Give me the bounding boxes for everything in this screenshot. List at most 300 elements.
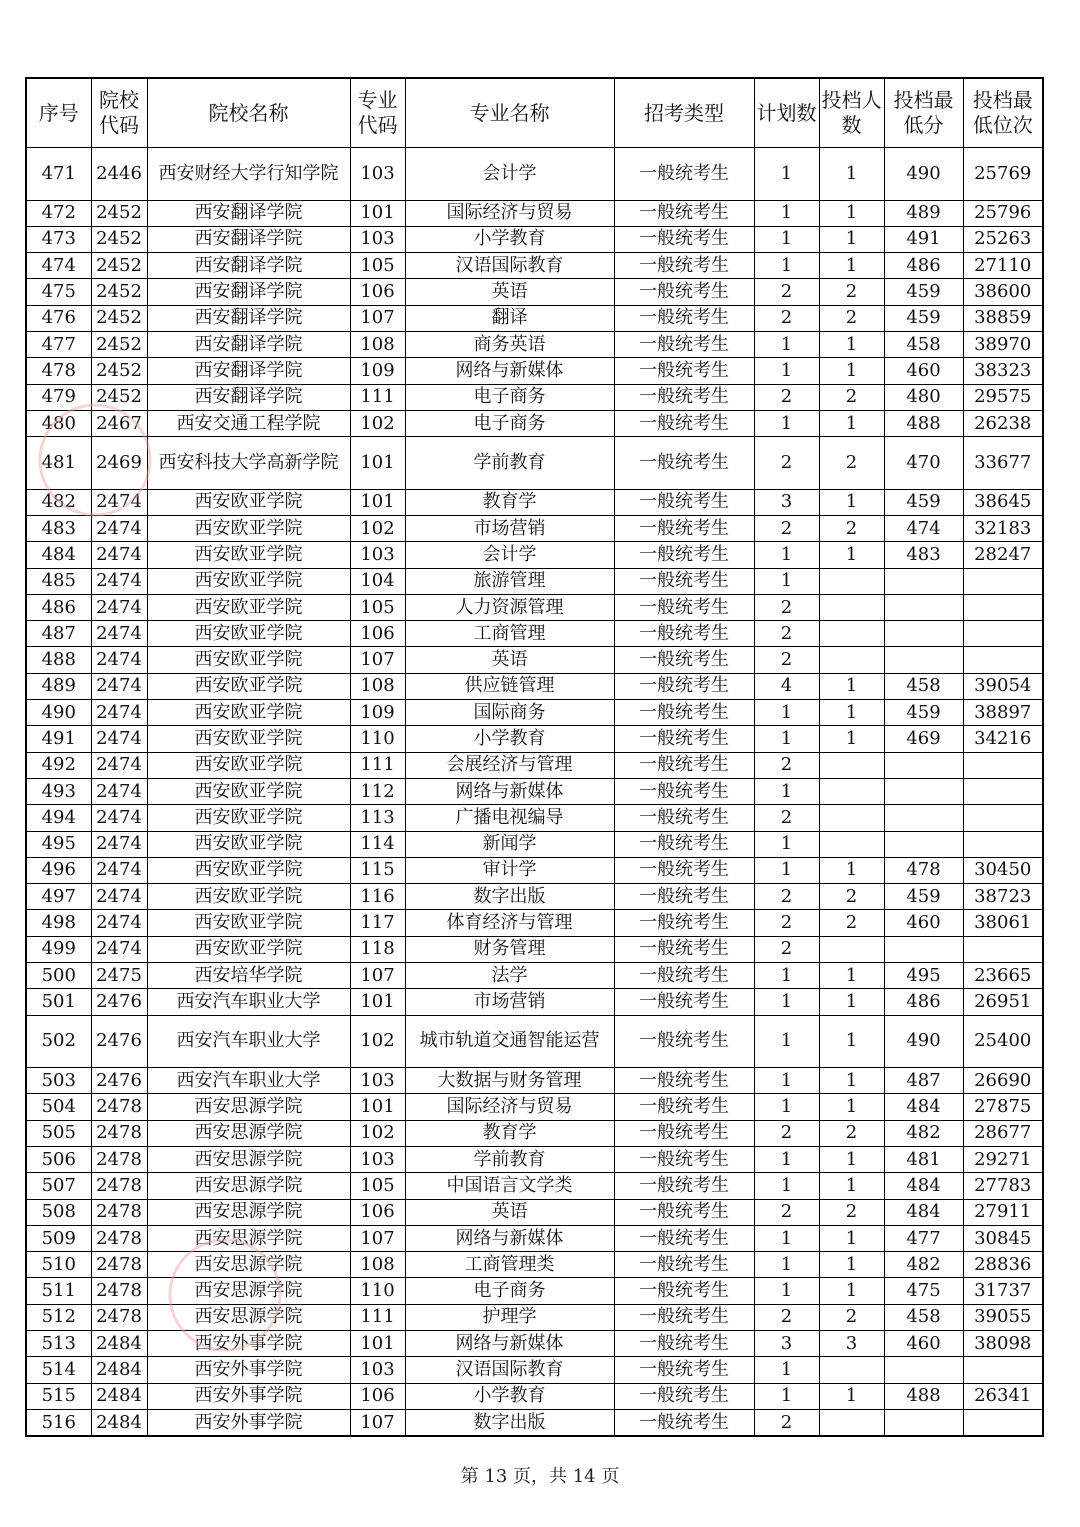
table-row: [26, 305, 1043, 331]
cell-filed-count: 1: [819, 200, 884, 226]
col-header-major-code: 专业代码: [350, 78, 405, 148]
cell-min-score: 470: [884, 437, 963, 490]
cell-major-code: 107: [350, 1409, 405, 1436]
cell-school-code: 2452: [91, 200, 147, 226]
cell-school-name: 西安财经大学行知学院: [147, 148, 350, 201]
table-row: [26, 437, 1043, 490]
cell-admission-type: 一般统考生: [614, 305, 754, 331]
cell-min-rank: 27110: [963, 253, 1043, 279]
cell-plan-count: 2: [754, 279, 819, 305]
table-row: [26, 542, 1043, 568]
cell-min-score: [884, 1409, 963, 1436]
cell-major-name: 城市轨道交通智能运营: [405, 1015, 614, 1068]
cell-school-code: 2478: [91, 1304, 147, 1330]
header-row: [26, 78, 1043, 148]
cell-admission-type: 一般统考生: [614, 1147, 754, 1173]
cell-filed-count: 1: [819, 1068, 884, 1094]
cell-plan-count: 1: [754, 1383, 819, 1409]
cell-admission-type: 一般统考生: [614, 621, 754, 647]
cell-school-name: 西安欧亚学院: [147, 778, 350, 804]
cell-school-name: 西安欧亚学院: [147, 542, 350, 568]
cell-row-index: 492: [26, 752, 91, 778]
cell-major-name: 汉语国际教育: [405, 253, 614, 279]
cell-major-code: 109: [350, 700, 405, 726]
cell-row-index: 515: [26, 1383, 91, 1409]
cell-school-name: 西安翻译学院: [147, 358, 350, 384]
cell-min-rank: 28836: [963, 1252, 1043, 1278]
cell-filed-count: 1: [819, 1015, 884, 1068]
cell-school-name: 西安欧亚学院: [147, 594, 350, 620]
page-footer: 第 13 页，共 14 页: [460, 1466, 620, 1487]
cell-min-score: 486: [884, 989, 963, 1015]
cell-major-code: 105: [350, 594, 405, 620]
cell-min-score: 459: [884, 279, 963, 305]
cell-plan-count: 1: [754, 700, 819, 726]
cell-min-score: 482: [884, 1252, 963, 1278]
cell-major-name: 数字出版: [405, 1409, 614, 1436]
cell-plan-count: 1: [754, 200, 819, 226]
cell-school-code: 2474: [91, 910, 147, 936]
cell-major-name: 小学教育: [405, 726, 614, 752]
cell-school-code: 2474: [91, 594, 147, 620]
cell-major-name: 法学: [405, 963, 614, 989]
cell-plan-count: 1: [754, 358, 819, 384]
cell-row-index: 507: [26, 1173, 91, 1199]
cell-school-code: 2474: [91, 568, 147, 594]
table-row: [26, 1068, 1043, 1094]
cell-school-name: 西安思源学院: [147, 1173, 350, 1199]
cell-major-code: 106: [350, 1199, 405, 1225]
table-row: [26, 568, 1043, 594]
cell-row-index: 476: [26, 305, 91, 331]
cell-major-name: 人力资源管理: [405, 594, 614, 620]
cell-row-index: 473: [26, 226, 91, 252]
cell-school-name: 西安外事学院: [147, 1331, 350, 1357]
cell-min-rank: [963, 594, 1043, 620]
cell-major-name: 工商管理: [405, 621, 614, 647]
cell-row-index: 501: [26, 989, 91, 1015]
cell-major-code: 108: [350, 1252, 405, 1278]
cell-min-score: [884, 1357, 963, 1383]
cell-filed-count: 1: [819, 253, 884, 279]
cell-major-name: 会计学: [405, 148, 614, 201]
cell-min-rank: 38859: [963, 305, 1043, 331]
table-row: [26, 726, 1043, 752]
cell-school-code: 2474: [91, 489, 147, 515]
cell-admission-type: 一般统考生: [614, 568, 754, 594]
cell-min-rank: 25769: [963, 148, 1043, 201]
cell-plan-count: 2: [754, 621, 819, 647]
table-row: [26, 1015, 1043, 1068]
cell-major-code: 102: [350, 1015, 405, 1068]
cell-plan-count: 1: [754, 1357, 819, 1383]
cell-school-name: 西安思源学院: [147, 1094, 350, 1120]
cell-major-code: 104: [350, 568, 405, 594]
cell-row-index: 512: [26, 1304, 91, 1330]
cell-filed-count: 1: [819, 1147, 884, 1173]
cell-school-code: 2478: [91, 1120, 147, 1146]
cell-min-score: 490: [884, 148, 963, 201]
cell-school-code: 2476: [91, 989, 147, 1015]
cell-plan-count: 1: [754, 1173, 819, 1199]
cell-school-name: 西安欧亚学院: [147, 752, 350, 778]
cell-admission-type: 一般统考生: [614, 1252, 754, 1278]
table-row: [26, 1252, 1043, 1278]
cell-min-rank: [963, 831, 1043, 857]
cell-school-name: 西安汽车职业大学: [147, 1015, 350, 1068]
cell-filed-count: 1: [819, 1173, 884, 1199]
cell-school-name: 西安思源学院: [147, 1147, 350, 1173]
cell-plan-count: 2: [754, 1409, 819, 1436]
cell-min-score: 459: [884, 884, 963, 910]
cell-row-index: 490: [26, 700, 91, 726]
cell-filed-count: 1: [819, 542, 884, 568]
cell-major-code: 116: [350, 884, 405, 910]
col-header-min-score: 投档最低分: [884, 78, 963, 148]
cell-major-code: 110: [350, 1278, 405, 1304]
cell-school-name: 西安欧亚学院: [147, 700, 350, 726]
cell-min-rank: 38970: [963, 331, 1043, 357]
cell-filed-count: 1: [819, 700, 884, 726]
cell-major-name: 电子商务: [405, 384, 614, 410]
cell-admission-type: 一般统考生: [614, 1409, 754, 1436]
cell-school-code: 2478: [91, 1252, 147, 1278]
cell-school-name: 西安思源学院: [147, 1199, 350, 1225]
cell-min-score: 484: [884, 1199, 963, 1225]
cell-school-code: 2474: [91, 831, 147, 857]
cell-row-index: 504: [26, 1094, 91, 1120]
cell-major-name: 商务英语: [405, 331, 614, 357]
cell-admission-type: 一般统考生: [614, 673, 754, 699]
cell-major-code: 118: [350, 936, 405, 962]
cell-filed-count: [819, 936, 884, 962]
cell-min-rank: [963, 752, 1043, 778]
cell-min-score: 478: [884, 857, 963, 883]
cell-school-code: 2476: [91, 1015, 147, 1068]
cell-row-index: 514: [26, 1357, 91, 1383]
table-row: [26, 1278, 1043, 1304]
cell-min-rank: [963, 647, 1043, 673]
cell-row-index: 505: [26, 1120, 91, 1146]
table-row: [26, 857, 1043, 883]
cell-filed-count: 1: [819, 331, 884, 357]
cell-filed-count: 2: [819, 1304, 884, 1330]
cell-min-score: 495: [884, 963, 963, 989]
cell-admission-type: 一般统考生: [614, 726, 754, 752]
cell-min-score: 459: [884, 700, 963, 726]
cell-min-rank: [963, 568, 1043, 594]
cell-major-name: 市场营销: [405, 989, 614, 1015]
cell-school-name: 西安欧亚学院: [147, 857, 350, 883]
cell-plan-count: 1: [754, 1068, 819, 1094]
cell-min-rank: 25796: [963, 200, 1043, 226]
cell-major-name: 英语: [405, 647, 614, 673]
cell-school-name: 西安翻译学院: [147, 253, 350, 279]
cell-plan-count: 1: [754, 331, 819, 357]
cell-row-index: 500: [26, 963, 91, 989]
cell-filed-count: [819, 621, 884, 647]
table-row: [26, 752, 1043, 778]
cell-admission-type: 一般统考生: [614, 437, 754, 490]
cell-admission-type: 一般统考生: [614, 1357, 754, 1383]
cell-min-rank: [963, 805, 1043, 831]
cell-major-code: 107: [350, 1225, 405, 1251]
cell-plan-count: 2: [754, 1199, 819, 1225]
cell-admission-type: 一般统考生: [614, 1331, 754, 1357]
cell-min-score: [884, 805, 963, 831]
cell-row-index: 477: [26, 331, 91, 357]
cell-row-index: 496: [26, 857, 91, 883]
cell-min-score: 489: [884, 200, 963, 226]
col-header-admission-type: 招考类型: [614, 78, 754, 148]
cell-plan-count: 1: [754, 253, 819, 279]
table-row: [26, 279, 1043, 305]
col-header-school-name: 院校名称: [147, 78, 350, 148]
table-row: [26, 515, 1043, 541]
table-row: [26, 621, 1043, 647]
cell-major-code: 107: [350, 963, 405, 989]
cell-min-score: [884, 752, 963, 778]
cell-school-code: 2478: [91, 1147, 147, 1173]
cell-plan-count: 2: [754, 910, 819, 936]
table-row: [26, 594, 1043, 620]
cell-min-rank: [963, 778, 1043, 804]
cell-row-index: 486: [26, 594, 91, 620]
cell-min-rank: 38645: [963, 489, 1043, 515]
cell-major-code: 111: [350, 1304, 405, 1330]
cell-plan-count: 1: [754, 148, 819, 201]
cell-min-score: 477: [884, 1225, 963, 1251]
cell-admission-type: 一般统考生: [614, 963, 754, 989]
cell-major-code: 102: [350, 515, 405, 541]
cell-min-score: 488: [884, 410, 963, 436]
cell-school-code: 2474: [91, 726, 147, 752]
table-row: [26, 1383, 1043, 1409]
cell-filed-count: 1: [819, 148, 884, 201]
cell-row-index: 516: [26, 1409, 91, 1436]
cell-admission-type: 一般统考生: [614, 358, 754, 384]
table-row: [26, 831, 1043, 857]
table-row: [26, 1120, 1043, 1146]
cell-min-score: 459: [884, 489, 963, 515]
cell-admission-type: 一般统考生: [614, 253, 754, 279]
cell-filed-count: [819, 1357, 884, 1383]
cell-major-code: 103: [350, 1357, 405, 1383]
cell-filed-count: 1: [819, 857, 884, 883]
cell-min-score: 480: [884, 384, 963, 410]
cell-major-name: 体育经济与管理: [405, 910, 614, 936]
cell-min-score: 481: [884, 1147, 963, 1173]
cell-school-name: 西安翻译学院: [147, 331, 350, 357]
cell-min-rank: 29271: [963, 1147, 1043, 1173]
cell-admission-type: 一般统考生: [614, 936, 754, 962]
cell-filed-count: 2: [819, 910, 884, 936]
cell-plan-count: 1: [754, 857, 819, 883]
cell-admission-type: 一般统考生: [614, 805, 754, 831]
cell-school-code: 2474: [91, 700, 147, 726]
cell-school-name: 西安欧亚学院: [147, 489, 350, 515]
cell-major-code: 114: [350, 831, 405, 857]
cell-major-code: 106: [350, 279, 405, 305]
cell-row-index: 485: [26, 568, 91, 594]
cell-school-name: 西安翻译学院: [147, 200, 350, 226]
cell-admission-type: 一般统考生: [614, 200, 754, 226]
cell-school-code: 2452: [91, 384, 147, 410]
cell-min-rank: 26951: [963, 989, 1043, 1015]
col-header-index: 序号: [26, 78, 91, 148]
table-row: [26, 778, 1043, 804]
table-row: [26, 1331, 1043, 1357]
cell-major-code: 102: [350, 1120, 405, 1146]
cell-row-index: 498: [26, 910, 91, 936]
cell-row-index: 475: [26, 279, 91, 305]
cell-filed-count: 2: [819, 437, 884, 490]
cell-min-rank: 38600: [963, 279, 1043, 305]
cell-min-rank: 38723: [963, 884, 1043, 910]
cell-school-name: 西安欧亚学院: [147, 831, 350, 857]
cell-major-name: 学前教育: [405, 437, 614, 490]
cell-plan-count: 1: [754, 1094, 819, 1120]
table-row: [26, 1225, 1043, 1251]
cell-admission-type: 一般统考生: [614, 647, 754, 673]
cell-admission-type: 一般统考生: [614, 279, 754, 305]
cell-school-name: 西安欧亚学院: [147, 726, 350, 752]
cell-school-name: 西安翻译学院: [147, 279, 350, 305]
cell-filed-count: 2: [819, 884, 884, 910]
cell-plan-count: 1: [754, 963, 819, 989]
cell-min-score: [884, 594, 963, 620]
cell-min-score: [884, 647, 963, 673]
cell-row-index: 506: [26, 1147, 91, 1173]
cell-major-name: 国际经济与贸易: [405, 200, 614, 226]
cell-min-rank: 39054: [963, 673, 1043, 699]
admission-table: [25, 77, 1044, 1437]
cell-min-score: 484: [884, 1173, 963, 1199]
cell-plan-count: 4: [754, 673, 819, 699]
cell-row-index: 471: [26, 148, 91, 201]
cell-admission-type: 一般统考生: [614, 1068, 754, 1094]
cell-major-name: 工商管理类: [405, 1252, 614, 1278]
cell-major-name: 新闻学: [405, 831, 614, 857]
cell-row-index: 480: [26, 410, 91, 436]
cell-major-code: 111: [350, 752, 405, 778]
cell-plan-count: 1: [754, 726, 819, 752]
cell-major-code: 101: [350, 437, 405, 490]
cell-major-code: 117: [350, 910, 405, 936]
cell-filed-count: [819, 594, 884, 620]
cell-min-rank: 27783: [963, 1173, 1043, 1199]
cell-school-name: 西安外事学院: [147, 1357, 350, 1383]
cell-filed-count: 1: [819, 1383, 884, 1409]
cell-school-code: 2446: [91, 148, 147, 201]
cell-row-index: 483: [26, 515, 91, 541]
cell-filed-count: 2: [819, 1120, 884, 1146]
cell-min-rank: 26238: [963, 410, 1043, 436]
cell-admission-type: 一般统考生: [614, 331, 754, 357]
cell-row-index: 508: [26, 1199, 91, 1225]
cell-min-rank: 28677: [963, 1120, 1043, 1146]
cell-school-code: 2478: [91, 1173, 147, 1199]
cell-major-code: 106: [350, 1383, 405, 1409]
cell-min-score: 486: [884, 253, 963, 279]
cell-min-score: 491: [884, 226, 963, 252]
cell-school-code: 2484: [91, 1331, 147, 1357]
cell-admission-type: 一般统考生: [614, 700, 754, 726]
cell-school-code: 2474: [91, 647, 147, 673]
cell-major-name: 汉语国际教育: [405, 1357, 614, 1383]
cell-admission-type: 一般统考生: [614, 1199, 754, 1225]
cell-filed-count: [819, 778, 884, 804]
cell-major-code: 103: [350, 1068, 405, 1094]
cell-major-name: 供应链管理: [405, 673, 614, 699]
cell-school-name: 西安思源学院: [147, 1252, 350, 1278]
cell-plan-count: 1: [754, 226, 819, 252]
cell-plan-count: 2: [754, 594, 819, 620]
cell-major-code: 103: [350, 1147, 405, 1173]
cell-min-score: 458: [884, 331, 963, 357]
cell-major-code: 102: [350, 410, 405, 436]
cell-admission-type: 一般统考生: [614, 1015, 754, 1068]
cell-major-code: 105: [350, 1173, 405, 1199]
cell-admission-type: 一般统考生: [614, 594, 754, 620]
cell-major-code: 107: [350, 305, 405, 331]
cell-filed-count: 2: [819, 279, 884, 305]
table-row: [26, 936, 1043, 962]
cell-school-name: 西安思源学院: [147, 1278, 350, 1304]
cell-school-name: 西安翻译学院: [147, 226, 350, 252]
cell-major-name: 市场营销: [405, 515, 614, 541]
cell-major-code: 103: [350, 226, 405, 252]
cell-major-name: 审计学: [405, 857, 614, 883]
cell-major-name: 小学教育: [405, 226, 614, 252]
cell-filed-count: 1: [819, 358, 884, 384]
cell-min-score: 482: [884, 1120, 963, 1146]
cell-admission-type: 一般统考生: [614, 831, 754, 857]
cell-plan-count: 3: [754, 489, 819, 515]
cell-row-index: 510: [26, 1252, 91, 1278]
cell-major-name: 广播电视编导: [405, 805, 614, 831]
cell-school-code: 2474: [91, 673, 147, 699]
cell-school-name: 西安欧亚学院: [147, 568, 350, 594]
cell-major-code: 105: [350, 253, 405, 279]
cell-min-score: 458: [884, 1304, 963, 1330]
cell-school-name: 西安欧亚学院: [147, 673, 350, 699]
cell-school-name: 西安欧亚学院: [147, 936, 350, 962]
cell-major-code: 108: [350, 673, 405, 699]
cell-row-index: 513: [26, 1331, 91, 1357]
cell-row-index: 491: [26, 726, 91, 752]
table-row: [26, 1304, 1043, 1330]
cell-major-code: 106: [350, 621, 405, 647]
cell-row-index: 497: [26, 884, 91, 910]
cell-plan-count: 2: [754, 437, 819, 490]
cell-major-code: 112: [350, 778, 405, 804]
cell-filed-count: 1: [819, 726, 884, 752]
cell-min-rank: 26341: [963, 1383, 1043, 1409]
cell-plan-count: 1: [754, 410, 819, 436]
cell-major-name: 国际经济与贸易: [405, 1094, 614, 1120]
cell-plan-count: 1: [754, 1015, 819, 1068]
cell-min-rank: 30450: [963, 857, 1043, 883]
table-row: [26, 226, 1043, 252]
table-row: [26, 647, 1043, 673]
cell-row-index: 494: [26, 805, 91, 831]
cell-major-name: 网络与新媒体: [405, 1331, 614, 1357]
cell-major-name: 大数据与财务管理: [405, 1068, 614, 1094]
cell-min-rank: 27911: [963, 1199, 1043, 1225]
cell-row-index: 484: [26, 542, 91, 568]
cell-major-code: 101: [350, 989, 405, 1015]
